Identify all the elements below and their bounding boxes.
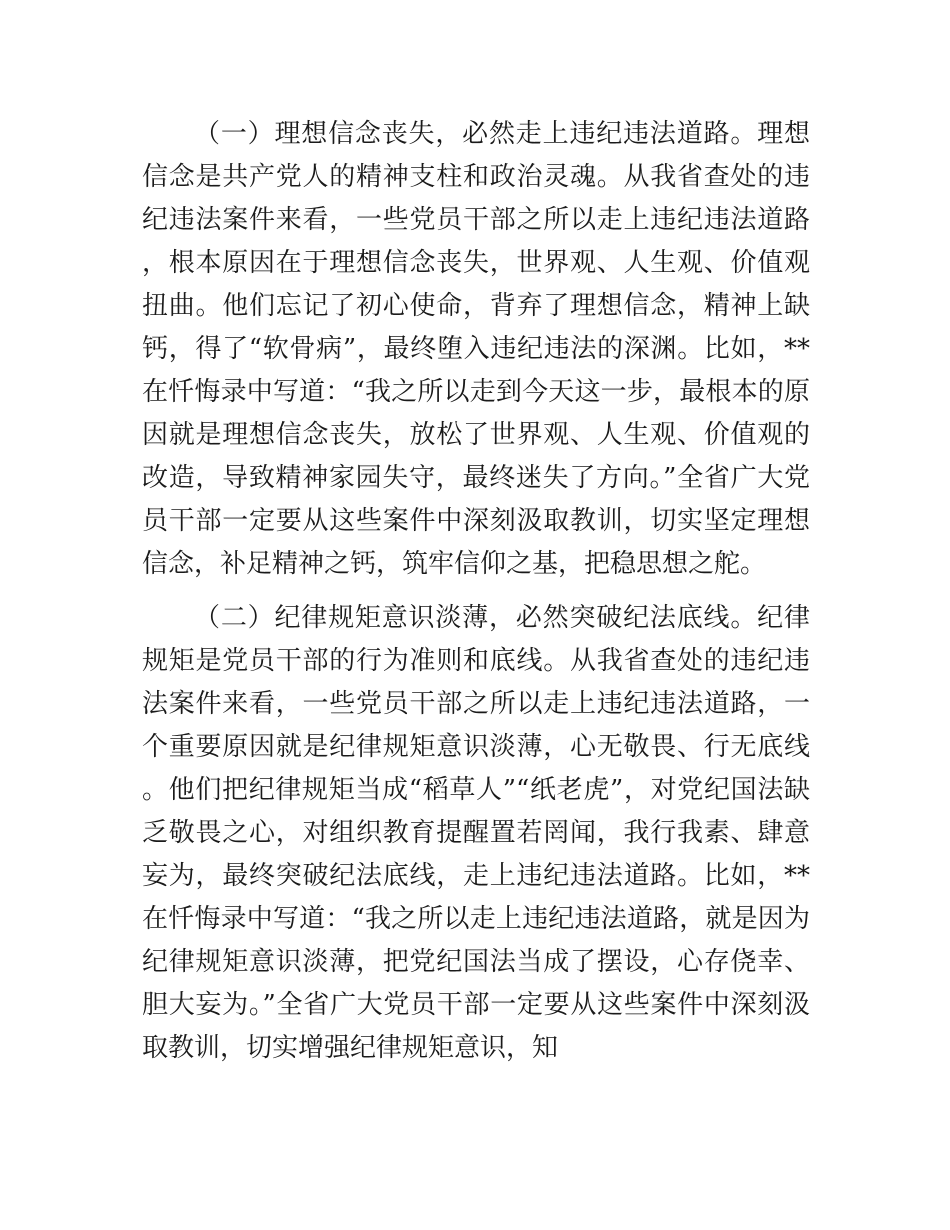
document-body [142, 113, 810, 1070]
paragraph-ideals-beliefs: （一）理想信念丧失，必然走上违纪违法道路。理想信念是共产党人的精神支柱和政治灵魂。从我省查处的违纪违法案件来看，一些党员干部之所以走上违纪违法道路，根本原因在于理想信念丧失，世界观、人生观、价值观扭曲。他们忘记了初心使命，背弃了理想信念，精神上缺钙，得了“软骨病”，最终堕入违纪违法的深渊。比如，**在忏悔录中写道：“我之所以走到今天这一步，最根本的原因就是理想信念丧失，放松了世界观、人生观、价值观的改造，导致精神家园失守，最终迷失了方向。”全省广大党员干部一定要从这些案件中深刻汲取教训，切实坚定理想信念，补足精神之钙，筑牢信仰之基，把稳思想之舵。 [142, 119, 810, 579]
paragraph-discipline-rules: （二）纪律规矩意识淡薄，必然突破纪法底线。纪律规矩是党员干部的行为准则和底线。从我省查处的违纪违法案件来看，一些党员干部之所以走上违纪违法道路，一个重要原因就是纪律规矩意识淡薄，心无敬畏、行无底线。他们把纪律规矩当成“稻草人”“纸老虎”，对党纪国法缺乏敬畏之心，对组织教育提醒置若罔闻，我行我素、肆意妄为，最终突破纪法底线，走上违纪违法道路。比如，**在忏悔录中写道：“我之所以走上违纪违法道路，就是因为纪律规矩意识淡薄，把党纪国法当成了摆设，心存侥幸、胆大妄为。”全省广大党员干部一定要从这些案件中深刻汲取教训，切实增强纪律规矩意识，知 [142, 603, 810, 1063]
